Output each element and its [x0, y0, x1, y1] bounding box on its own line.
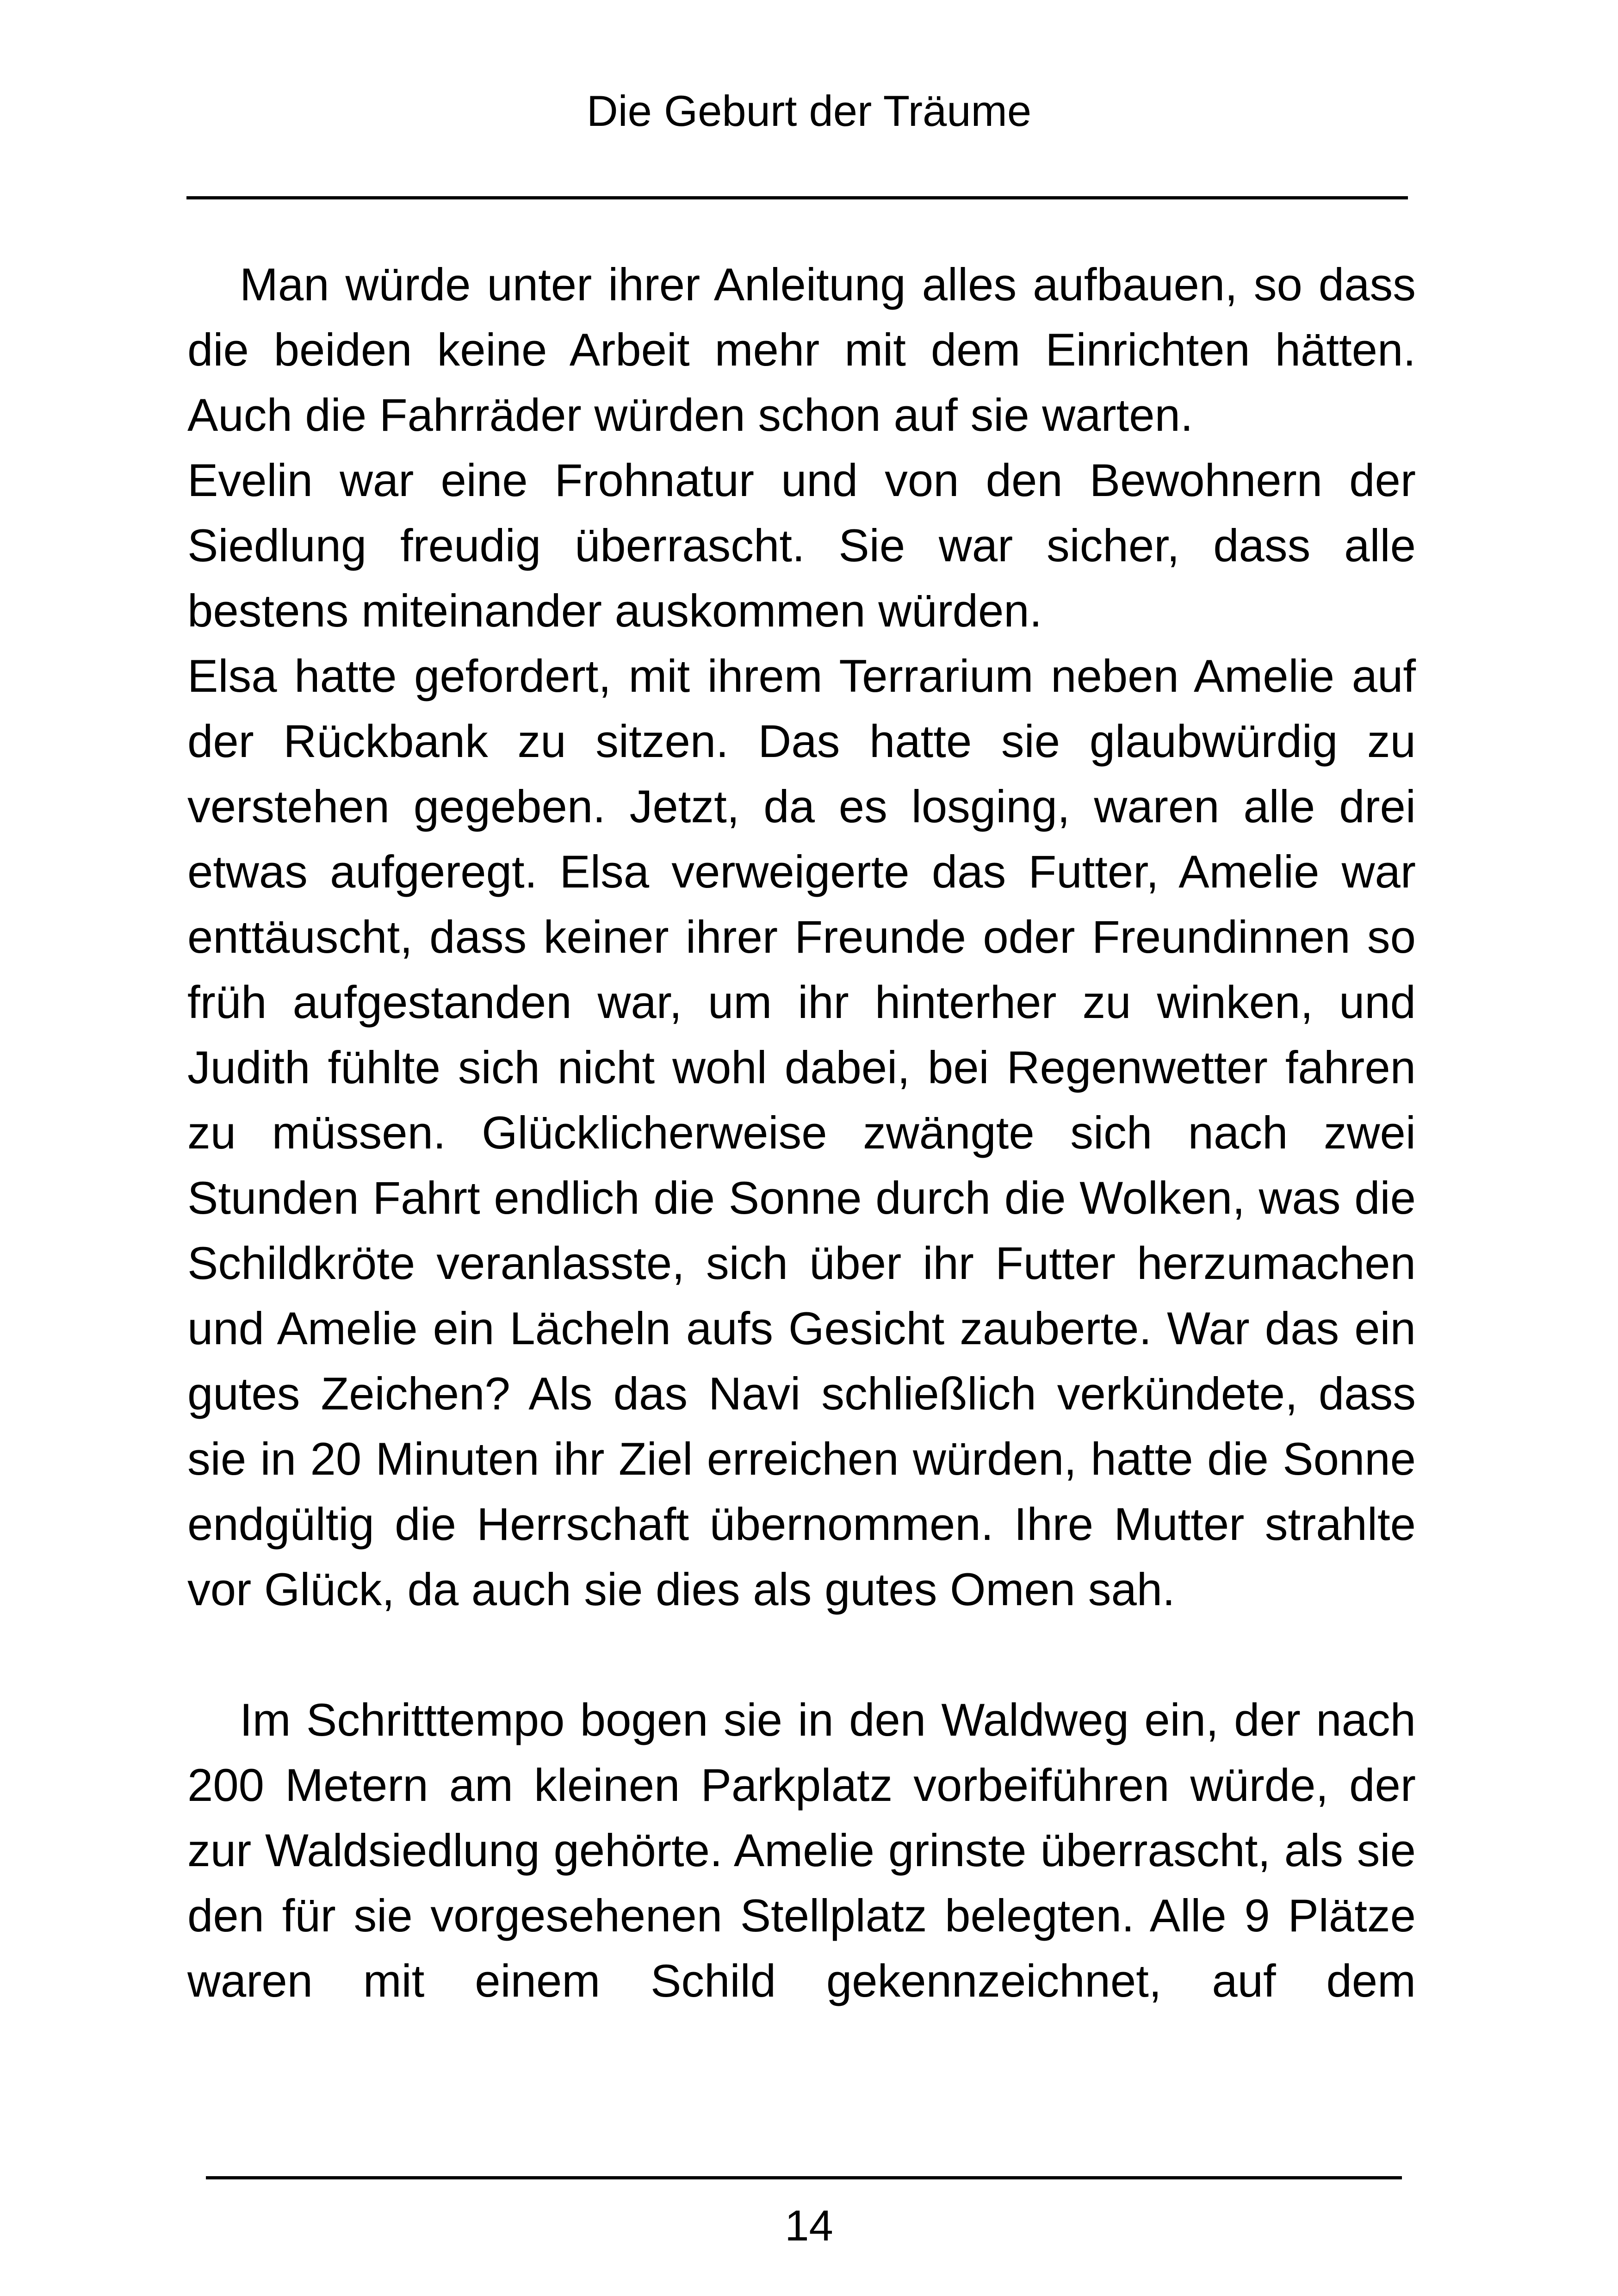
paragraph: Im Schritttempo bogen sie in den Waldweg ein, der nach 200 Metern am kleinen Parkplatz vorbeiführen würde, der zur Waldsiedlung gehörte. Amelie grinste überrascht, als sie den für sie vorgesehenen Stellplatz belegten. Alle 9 Plätze waren mit einem Schild gekennzeichnet, auf dem — [187, 1694, 1416, 2007]
paragraph: Evelin war eine Frohnatur und von den Bewohnern der Siedlung freudig überrascht. Sie war sicher, dass alle bestens miteinander auskommen würden. — [187, 455, 1416, 637]
body-text — [187, 252, 1416, 2014]
paragraph: Elsa hatte gefordert, mit ihrem Terrarium neben Amelie auf der Rückbank zu sitzen. Das hatte sie glaubwürdig zu verstehen gegeben. Jetzt, da es losging, waren alle drei etwas aufgeregt. Elsa verweigerte das Futter, Amelie war enttäuscht, dass keiner ihrer Freunde oder Freundinnen so früh aufgestanden war, um ihr hinterher zu winken, und Judith fühlte sich nicht wohl dabei, bei Regenwetter fahren zu müssen. Glücklicherweise zwängte sich nach zwei Stunden Fahrt endlich die Sonne durch die Wolken, was die Schildkröte veranlasste, sich über ihr Futter herzumachen und Amelie ein Lächeln aufs Gesicht zauberte. War das ein gutes Zeichen? Als das Navi schließlich verkündete, dass sie in 20 Minuten ihr Ziel erreichen würden, hatte die Sonne endgültig die Herrschaft übernommen. Ihre Mutter strahlte vor Glück, da auch sie dies als gutes Omen sah. — [187, 651, 1416, 1615]
running-head-title: Die Geburt der Träume — [586, 87, 1032, 135]
header-divider — [186, 196, 1408, 199]
footer-divider — [206, 2176, 1402, 2179]
page-number: 14 — [785, 2201, 833, 2250]
paragraph: Man würde unter ihrer Anleitung alles aufbauen, so dass die beiden keine Arbeit mehr mit dem Einrichten hätten. Auch die Fahrräder würden schon auf sie warten. — [187, 259, 1416, 441]
